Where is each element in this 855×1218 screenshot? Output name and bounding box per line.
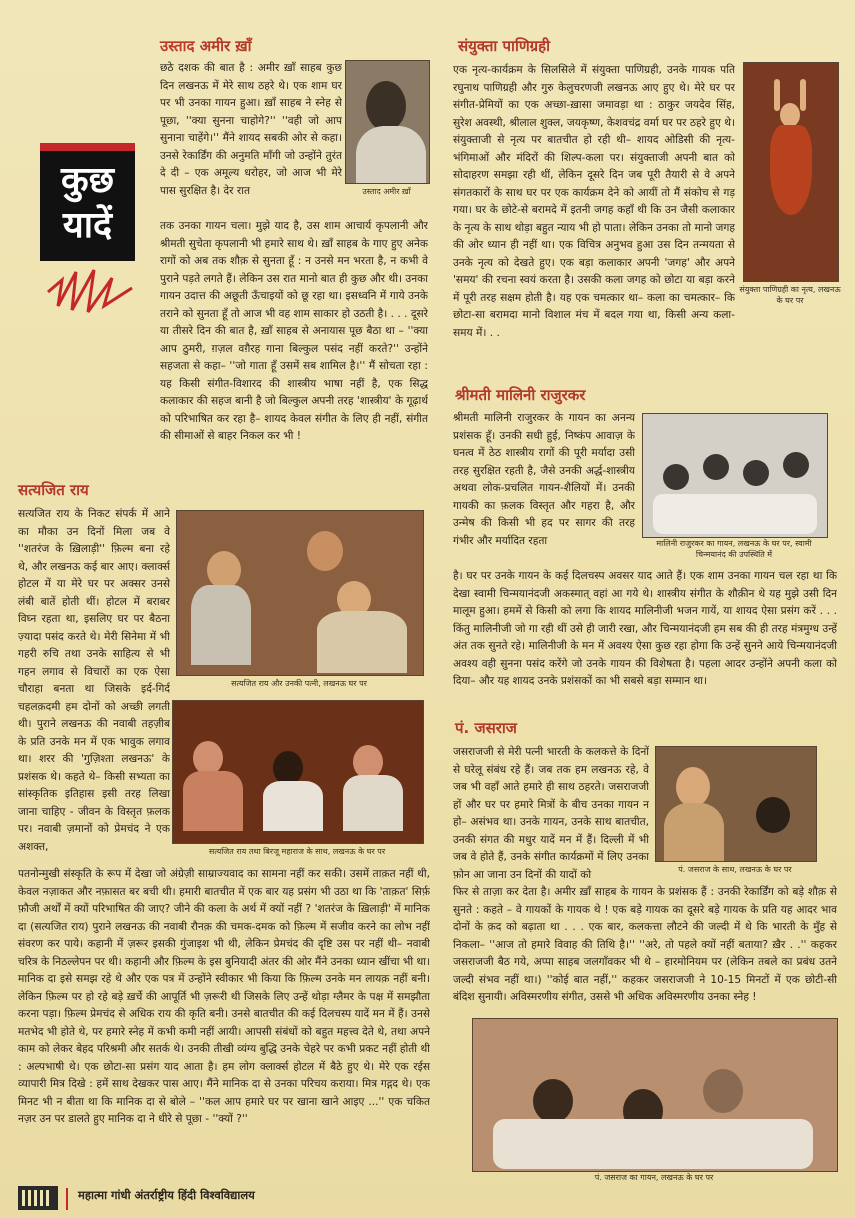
sanyukta-dance-photo — [743, 62, 839, 282]
sanyukta-caption: संयुक्ता पाणिग्रही का नृत्य, लखनऊ के घर पर — [739, 285, 841, 305]
amir-heading — [160, 36, 252, 56]
kuchh-yaade-logo — [40, 143, 135, 261]
malini-concert-photo — [642, 413, 828, 538]
sanyukta-heading: संयुक्ता पाणिग्रही — [458, 37, 550, 55]
logo-line-2: यादें — [62, 205, 113, 246]
satyajit-para-side: सत्यजित राय के निकट संपर्क में आने का मौका उन दिनों मिला जब वे ''शतरंज के ख़िलाड़ी'' फ़िल्म बना रहे थे, और लखनऊ कई बार आए। क्लार्क्स होटल में या मेरे घर पर अक्सर उनसे लंबी बातें होती थीं। होटल में बराबर विघ्न रहता था, इसलिए घर पर बैठना ज़्यादा पसंद करते थे। मेरी सिनेमा में भी गहरी रुचि तथा उनके साहित्य से भी गहन लगाव से विचारों का एक ऐसा चौराहा बनता था जिसके इर्द-गिर्द चहलक़दमी हम दोनों को अच्छी लगती थी। पुराने लखनऊ की नवाबी तहज़ीब के प्रति उनके मन में एक भावुक लगाव था। शरर की 'गुज़िश्ता लखनऊ' के प्रशंसक थे। कहते थे– किसी सभ्यता का सांस्कृतिक इतिहास इसी तरह लिखा जाना चाहिए - जीवन के विस्तृत फ़लक पर। नवाबी ज़मानों को प्रेमचंद ने एक अशक्त, — [18, 508, 170, 853]
footer — [0, 1178, 855, 1218]
amir-prefix: उस्ताद — [160, 37, 195, 55]
amir-name: अमीर ख़ाँ — [199, 37, 252, 55]
jasraj-para-rest: फिर से ताज़ा कर देता है। अमीर ख़ाँ साहब के गायन के प्रशंसक हैं : उनकी रेकार्डिंग को बड़े शौक़ से सुनते : कहते – वे गायकों के गायक थे ! एक बड़े गायक का दूसरे बड़े गायक के प्रति यह आदर भाव दोनों के क़द को बढ़ाता था . . . एक बार, कलकत्ता लौटने की जल्दी में थे कि भारती के मुँह से निकला– ''आज तो हमारे विवाह की तिथि है।'' ''अरे, तो पहले क्यों नहीं बताया? ख़ैर . .'' कहकर जसराजजी बैठ गये, अप्पा साहब जलगाँवकर भी थे – हारमोनियम पर (लेकिन तबले का प्रबंध उतने जल्दी संभव नहीं था।) ''कोई बात नहीं,'' कहकर जसराजजी ने 10-15 मिनटों में एक छोटी-सी बंदिश सुनायी। अविस्मरणीय संगीत, उससे भी अधिक अविस्मरणीय उनका स्नेह ! — [453, 886, 837, 1003]
footer-text: महात्मा गांधी अंतर्राष्ट्रीय हिंदी विश्वविद्यालय — [78, 1188, 255, 1202]
jasraj-heading: पं. जसराज — [455, 719, 517, 737]
red-scribble-decoration — [44, 262, 139, 322]
satyajit-caption-2: सत्यजित राय तथा बिरजू महाराज के साथ, लखनऊ के घर पर — [208, 847, 386, 856]
jasraj-portrait-photo — [655, 746, 817, 862]
satyajit-caption-1: सत्यजित राय और उनकी पत्नी, लखनऊ घर पर — [231, 679, 367, 688]
malini-caption: मालिनी राजुरकर का गायन, लखनऊ के घर पर, स्वामी चिन्मयानंद की उपस्थिति में — [656, 539, 812, 559]
footer-divider — [66, 1188, 68, 1210]
jasraj-caption-2: पं. जसराज का गायन, लखनऊ के घर पर — [594, 1173, 714, 1182]
satyajit-birju-photo — [172, 700, 424, 844]
sanyukta-para: एक नृत्य-कार्यक्रम के सिलसिले में संयुक्ता पाणिग्रही, उनके गायक पति रघुनाथ पाणिग्रही और गुरु केलुचरणजी लखनऊ आए हुए थे। मेरे घर पर संगीत-प्रेमियों का एक अच्छा-ख़ासा जमावड़ा था : ठाकुर जयदेव सिंह, सुरेश अवस्थी, श्रीलाल शुक्ल, जयकृष्ण, केशवचंद्र वर्मा घर पर ठहरे हुए थे। संयुक्ताजी से नृत्य पर बातचीत हो रही थी– शायद ओडिसी की नृत्य-भंगिमाओं और मंदिरों की शिल्प-कला पर। संयुक्ताजी अपनी बात को सोदाहरण समझा रही थीं, लेकिन दूसरे दिन जब पूरी तैयारी से वे अपने संगतकारों के साथ घर पर एक कार्यक्रम देने को आयीं तो मैं संकोच से गड़ गया। घर के छोटे-से बरामदे में इतनी जगह कहाँ थी कि उन जैसी कलाकार के नृत्य के साथ थोड़ा बहुत न्याय भी हो पाता। लेकिन उनका तो मानो जगह की ओर ध्यान ही नहीं था। एक विचित्र अनुभव हुआ उस दिन तन्मयता से उनके नृत्य को देखते हुए। एक बड़ा कलाकार अपनी 'जगह' और अपने 'समय' की रचना स्वयं करता है। उसकी कला जगह को छोटा या बड़ा करने में पूरी तरह सक्षम होती है। यह एक चमत्कार था– कला का चमत्कार– कि छोटा-सा बरामदा मानो विशाल मंच में बदल गया था, किसी अन्य कला-समय में। . . — [453, 64, 735, 339]
malini-para-rest: है। घर पर उनके गायन के कई दिलचस्प अवसर याद आते हैं। एक शाम उनका गायन चल रहा था कि देखा स्वामी चिन्मयानंदजी अकस्मात् वहां आ गये थे। शास्त्रीय संगीत के शौक़ीन थे यह मुझे उसी दिन मालूम हुआ। हममें से किसी को लगा कि शायद मालिनीजी भजन गायें, या शायद ऐसा प्रसंग करें . . . किंतु मालिनीजी जो गा रही थीं उसे ही जारी रखा, और चिन्मयानंदजी हम सब की ही तरह मंत्रमुग्ध उन्हें अंत तक सुनते रहे। मालिनीजी के मन में अवश्य ऐसा कुछ रहा होगा कि उन्हें सुनने आये चिन्मयानंदजी अवश्य वही सुनना पसंद करेंगे जो उनके गायन की विशेषता है। पहला आदर उन्होंने अपनी कला को दिया– और यह शायद उनके प्रशंसकों का भी सबसे बड़ा सम्मान था। — [453, 570, 837, 687]
jasraj-caption: पं. जसराज के साथ, लखनऊ के घर पर — [678, 865, 792, 874]
satyajit-para-full: पतनोन्मुखी संस्कृति के रूप में देखा जो अंग्रेज़ी साम्राज्यवाद का सामना नहीं कर सकी। उसमें ताक़त नहीं थी, केवल नज़ाकत और नफ़ासत बर बची थी। हमारी बातचीत में एक बार यह प्रसंग भी उठा था कि 'ताक़त' सिर्फ़ फ़ौजी अर्थों में क्यों परिभाषित की जाए? जीने की कला के अर्थ में क्यों नहीं ? 'शतरंज के ख़िलाड़ी' में मानिक दा (सत्यजित राय) पुराने लखनऊ की नवाबी रौनक़ की चमक-दमक को फ़िल्म में सजीव करने का लोभ नहीं संवरण कर पाये। कहानी में ज़रूर इसकी गुंजाइश भी थी, लेकिन प्रेमचंद की दृष्टि उस पर नहीं थी– नवाबी चरित्र के निठल्लेपन पर थी। कहानी और फ़िल्म के इस बुनियादी अंतर की ओर मैंने उनका ध्यान खींचा भी था। मानिक दा इसे समझ रहे थे और एक पत्र में उन्होंने स्वीकार भी किया कि फ़िल्म उनके मन लायक़ नहीं बनी। लेकिन फ़िल्म पर हो रहे बड़े ख़र्चे की आपूर्ति भी ज़रूरी थी जिसके लिए उन्हें थोड़ा ग्लैमर के पक्ष में समझौता करना पड़ा। फ़िल्म प्रेमचंद से अधिक राय की कृति बनी। उनसे बातचीत की कई दिलचस्प यादें मन में हैं। उनसे मतभेद भी होते थे, पर हमारे स्नेह में कभी कमी नहीं आयी। आपसी संबंधों को बहुत महत्त्व देते थे, तथा अपने काम को लेकर बेहद परिश्रमी और सतर्क थे। उनकी तीखी व्यंग्य बुद्धि उनके चेहरे पर कभी प्रकट नहीं होती थी : अल्पभाषी थे। एक छोटा-सा प्रसंग याद आता है। हम लोग क्लार्क्स होटल में बैठे हुए थे। मेरे एक रईस व्यापारी मित्र दिखे : हमें साथ देखकर पास आए। मैंने मानिक दा से उनका परिचय कराया। मित्र गद्गद थे। एक मिनट भी न बीता था कि मानिक दा से बोले – ''कल आप हमारे घर पर खाना खाने आइए ...'' एक चकित नज़र उन पर डालते हुए मानिक दा ने धीरे से पूछा - ''क्यों ?'' — [18, 868, 430, 1125]
jasraj-para-top: जसराजजी से मेरी पत्नी भारती के कलकत्ते के दिनों से घरेलू संबंध रहे हैं। जब तक हम लखनऊ रहे, वे जब भी वहाँ आते हमारे ही साथ ठहरते। जसराजजी हों और घर पर हमारे मित्रों के बीच उनका गायन न हो– असंभव था। उनके गायन, उनके साथ बातचीत, उनकी संगत की मधुर यादें मन में हैं। दिल्ली में भी जब वे होते हैं, उनके संगीत कार्यक्रमों में लिए उनका फ़ोन आ जाना उन दिनों की यादों को — [453, 746, 649, 881]
amir-caption: उस्ताद अमीर ख़ाँ — [362, 187, 411, 196]
malini-heading: श्रीमती मालिनी राजुरकर — [455, 386, 586, 404]
logo-line-1: कुछ — [61, 160, 114, 201]
university-logo-icon — [18, 1186, 58, 1210]
malini-para-top: श्रीमती मालिनी राजुरकर के गायन का अनन्य प्रशंसक हूँ। उनकी सधी हुई, निष्कंप आवाज़ के घनत्व में ठेठ शास्त्रीय रागों की पूरी मर्यादा उसी तरह सुरक्षित रहती है, जैसे उनकी अर्द्ध-शास्त्रीय अथवा लोक-प्रचलित गायन-शैलियों में। उनकी गायकी का फ़लक विस्तृत और गहरा है, और उन्मेष की किसी भी हद पर सागर की तरह गंभीर और मर्यादित रहता — [453, 412, 635, 547]
satyajit-wife-photo — [176, 510, 424, 676]
amir-para-top: छठे दशक की बात है : अमीर ख़ाँ साहब कुछ दिन लखनऊ में मेरे साथ ठहरे थे। एक शाम घर पर भी उनका गायन हुआ। ख़ाँ साहब ने स्नेह से पूछा, ''क्या सुनना चाहोगे?'' ''वही जो आप सुनाना चाहेंगे।'' मैंने शायद सबकी ओर से कहा। उनसे रेकार्डिंग की अनुमति माँगी जो उन्होंने तुरंत दे दी – एक अमूल्य धरोहर, जो आज भी मेरे पास सुरक्षित है। देर रात — [160, 62, 342, 197]
amir-khan-photo — [345, 60, 430, 184]
amir-para-rest: तक उनका गायन चला। मुझे याद है, उस शाम आचार्य कृपलानी और श्रीमती सुचेता कृपलानी भी हमारे साथ थे। ख़ाँ साहब के गाए हुए अनेक रागों को अब तक शौक़ से सुनता हूँ : न उनसे मन भरता है, न कभी वे पुराने पड़ते लगते हैं। लेकिन उस रात मानो बात ही कुछ और थी। उनका गायन उदात्त की अछूती ऊँचाइयों को छू रहा था। इसध्वनि में गाये उनके तराने को सुनता हूँ तो आज भी वह शाम साकार हो उठती है। . . . दूसरे या तीसरे दिन की बात है, ख़ाँ साहब से अनायास पूछ बैठा था – ''क्या आप ठुमरी, ग़ज़ल वग़ैरह गाना बिल्कुल पसंद नहीं करते?'' उन्होंने सहजता से कहा– ''जो गाता हूँ उसमें सब शामिल है।'' मैं सोचता रहा : यह किसी संगीत-विशारद की शास्त्रीय भाषा नहीं है, एक सिद्ध कलाकार की सहज बानी है जो बिल्कुल अपनी तरह 'शास्त्रीय' के गूढ़ार्थ को परिभाषित कर रहा है– शायद केवल संगीत के लिए ही नहीं, संगीत की सीमाओं से बाहर निकल कर भी ! — [160, 220, 428, 442]
satyajit-heading: सत्यजित राय — [18, 481, 89, 499]
jasraj-singing-photo — [472, 1018, 838, 1172]
